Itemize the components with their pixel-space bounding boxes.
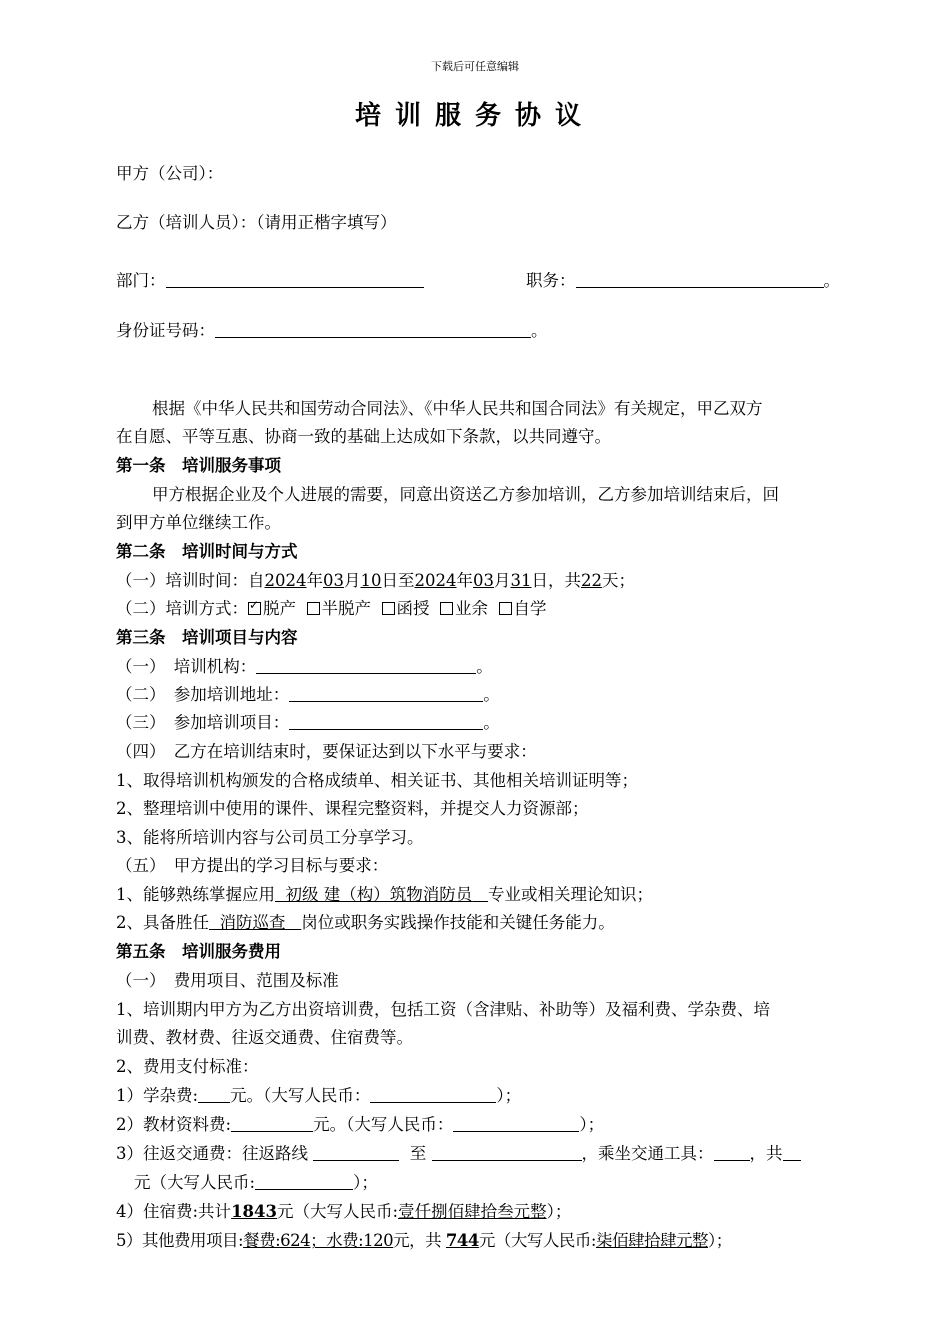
start-year[interactable]: 2024 bbox=[264, 571, 307, 590]
checkbox-icon[interactable] bbox=[307, 602, 320, 615]
fee-5-caps-label: 元（大写人民币: bbox=[478, 1231, 596, 1250]
checkbox-icon[interactable] bbox=[440, 602, 453, 615]
party-a-line bbox=[116, 163, 223, 185]
goal-1-suffix: 专业或相关理论知识； bbox=[488, 885, 653, 904]
project-label: （三） 参加培训项目： bbox=[116, 713, 290, 732]
checkbox-icon[interactable] bbox=[382, 602, 395, 615]
fee-3-label: 3）往返交通费：往返路线 bbox=[116, 1144, 308, 1163]
location-period: 。 bbox=[483, 685, 500, 704]
fee-3-to-label: 至 bbox=[409, 1144, 427, 1163]
option-spare-time[interactable] bbox=[440, 599, 488, 618]
article-1-line-1: 甲方根据企业及个人进展的需要，同意出资送乙方参加培训，乙方参加培训结束后，回 bbox=[152, 485, 779, 504]
top-note: 下载后可任意编辑 bbox=[431, 60, 519, 73]
month-label: 月 bbox=[344, 571, 361, 590]
fee-5-amount[interactable]: 744 bbox=[445, 1231, 479, 1250]
intro-line-2: 在自愿、平等互惠、协商一致的基础上达成如下条款，以共同遵守。 bbox=[116, 427, 611, 446]
fee-1-end: ）； bbox=[496, 1086, 522, 1105]
fee-3-caps-label: 元（大写人民币: bbox=[134, 1173, 256, 1192]
fee-3-total-field[interactable] bbox=[783, 1144, 801, 1161]
fee-standard-heading: 2、费用支付标准： bbox=[116, 1057, 259, 1076]
position-field[interactable] bbox=[576, 271, 824, 288]
start-day[interactable]: 10 bbox=[360, 571, 382, 590]
fee-3-caps-field[interactable] bbox=[255, 1173, 353, 1190]
option-full-time[interactable] bbox=[248, 599, 296, 618]
fee-3-to-field[interactable] bbox=[432, 1144, 582, 1161]
article-2-heading: 第二条 培训时间与方式 bbox=[116, 542, 298, 561]
requirement-2: 2、整理培训中使用的课件、课程完整资料，并提交人力资源部； bbox=[116, 799, 589, 818]
fee-5-end: ）； bbox=[707, 1231, 732, 1250]
fee-1-caps-label: 元。（大写人民币： bbox=[230, 1086, 371, 1105]
requirement-1: 1、取得培训机构颁发的合格成绩单、相关证书、其他相关培训证明等； bbox=[116, 771, 638, 790]
training-mode-line bbox=[116, 598, 547, 620]
checkbox-icon[interactable] bbox=[499, 602, 512, 615]
goal-2-value[interactable] bbox=[209, 913, 301, 932]
fee-4-label: 4）住宿费:共计 bbox=[116, 1202, 232, 1221]
fee-2-end: ）； bbox=[579, 1115, 605, 1134]
id-number-line bbox=[116, 320, 548, 342]
requirement-3: 3、能将所培训内容与公司员工分享学习。 bbox=[116, 828, 424, 847]
option-spare-time-label: 业余 bbox=[455, 599, 488, 618]
location-line bbox=[116, 684, 500, 706]
option-self-study-label: 自学 bbox=[513, 599, 547, 618]
days-suffix: 天； bbox=[602, 571, 635, 590]
goal-1-line bbox=[116, 884, 653, 906]
fee-5-caps[interactable]: 柒佰肆拾肆元整 bbox=[595, 1231, 708, 1250]
department-line bbox=[116, 270, 424, 292]
fee-2-label: 2）教材资料费: bbox=[116, 1115, 232, 1134]
party-a-label: 甲方（公司）： bbox=[116, 164, 224, 183]
total-label: 日，共 bbox=[531, 571, 581, 590]
id-number-period: 。 bbox=[531, 321, 548, 340]
checkbox-checked-icon[interactable] bbox=[248, 602, 261, 615]
fee-5-line bbox=[116, 1230, 732, 1252]
goal-2-line bbox=[116, 912, 615, 934]
fee-4-line bbox=[116, 1201, 571, 1223]
month-label-2: 月 bbox=[494, 571, 511, 590]
fee-1-line bbox=[116, 1085, 521, 1107]
intro-line-1: 根据《中华人民共和国劳动合同法》、《中华人民共和国合同法》有关规定，甲乙双方 bbox=[152, 399, 763, 418]
fee-2-line bbox=[116, 1114, 604, 1136]
institution-line bbox=[116, 656, 493, 678]
year-label: 年 bbox=[306, 571, 323, 590]
location-label: （二） 参加培训地址： bbox=[116, 685, 290, 704]
fee-2-amount-field[interactable] bbox=[231, 1115, 313, 1132]
location-field[interactable] bbox=[289, 685, 483, 702]
article-1-line-2: 到甲方单位继续工作。 bbox=[116, 513, 281, 532]
article-1-heading: 第一条 培训服务事项 bbox=[116, 456, 281, 475]
fee-scope-heading: （一） 费用项目、范围及标准 bbox=[116, 971, 339, 990]
party-b-line bbox=[116, 212, 397, 234]
fee-5-label: 5）其他费用项目: bbox=[116, 1231, 244, 1250]
id-number-field[interactable] bbox=[215, 321, 531, 338]
goals-intro: （五） 甲方提出的学习目标与要求： bbox=[116, 856, 389, 875]
training-time-line bbox=[116, 570, 635, 592]
end-day[interactable]: 31 bbox=[510, 571, 532, 590]
training-time-prefix: （一）培训时间：自 bbox=[116, 571, 265, 590]
fee-3-line-2 bbox=[134, 1172, 378, 1194]
position-label: 职务： bbox=[526, 271, 576, 290]
goal-1-value-text: 初级 建（构）筑物消防员 bbox=[285, 885, 473, 904]
position-period: 。 bbox=[823, 271, 840, 290]
fee-3-end: ）； bbox=[353, 1173, 378, 1192]
fee-2-caps-field[interactable] bbox=[453, 1115, 579, 1132]
article-5-heading: 第五条 培训服务费用 bbox=[116, 942, 281, 961]
fee-4-end: ）； bbox=[546, 1202, 572, 1221]
option-part-time[interactable] bbox=[307, 599, 372, 618]
fee-3-line bbox=[116, 1143, 801, 1165]
fee-3-vehicle-field[interactable] bbox=[714, 1144, 750, 1161]
fee-5-total-label: 元，共 bbox=[393, 1231, 442, 1250]
goal-2-suffix: 岗位或职务实践操作技能和关键任务能力。 bbox=[301, 913, 615, 932]
end-year[interactable]: 2024 bbox=[414, 571, 457, 590]
goal-2-value-text: 消防巡查 bbox=[219, 913, 286, 932]
document-title: 培训服务协议 bbox=[354, 101, 595, 131]
fee-5-items[interactable]: 餐费:624；水费:120 bbox=[243, 1231, 394, 1250]
option-correspondence[interactable] bbox=[382, 599, 430, 618]
start-month[interactable]: 03 bbox=[323, 571, 344, 590]
fee-2-caps-label: 元。（大写人民币： bbox=[313, 1115, 454, 1134]
fee-paragraph-line-1: 1、培训期内甲方为乙方出资培训费，包括工资（含津贴、补助等）及福利费、学杂费、培 bbox=[116, 1000, 770, 1019]
institution-field[interactable] bbox=[256, 657, 476, 674]
institution-period: 。 bbox=[476, 657, 493, 676]
goal-2-prefix: 2、具备胜任 bbox=[116, 913, 209, 932]
total-days[interactable]: 22 bbox=[581, 571, 602, 590]
to-label: 日至 bbox=[381, 571, 415, 590]
fee-3-from-field[interactable] bbox=[313, 1144, 399, 1161]
end-month[interactable]: 03 bbox=[473, 571, 494, 590]
institution-label: （一） 培训机构： bbox=[116, 657, 257, 676]
fee-3-total-label: ，共 bbox=[749, 1144, 783, 1163]
goal-1-prefix: 1、能够熟练掌握应用 bbox=[116, 885, 275, 904]
id-number-label: 身份证号码： bbox=[116, 321, 215, 340]
fee-4-caps-label: 元（大写人民币: bbox=[277, 1202, 399, 1221]
year-label-2: 年 bbox=[456, 571, 473, 590]
goal-1-value[interactable] bbox=[275, 885, 488, 904]
department-field[interactable] bbox=[166, 271, 424, 288]
article-3-heading: 第三条 培训项目与内容 bbox=[116, 628, 298, 647]
training-mode-prefix: （二）培训方式： bbox=[116, 599, 248, 618]
option-correspondence-label: 函授 bbox=[396, 599, 430, 618]
project-line bbox=[116, 712, 500, 734]
project-field[interactable] bbox=[289, 713, 483, 730]
fee-4-amount[interactable]: 1843 bbox=[231, 1202, 277, 1221]
fee-3-vehicle-label: ，乘坐交通工具： bbox=[581, 1144, 714, 1163]
department-label: 部门： bbox=[116, 271, 166, 290]
fee-1-amount-field[interactable] bbox=[198, 1086, 230, 1103]
party-b-label: 乙方（培训人员）：（请用正楷字填写） bbox=[116, 213, 397, 232]
fee-4-caps[interactable]: 壹仟捌佰肆拾叁元整 bbox=[398, 1202, 547, 1221]
option-full-time-label: 脱产 bbox=[263, 599, 296, 618]
option-self-study[interactable] bbox=[499, 599, 547, 618]
requirement-intro: （四） 乙方在培训结束时，要保证达到以下水平与要求： bbox=[116, 742, 537, 761]
fee-1-label: 1）学杂费: bbox=[116, 1086, 199, 1105]
option-part-time-label: 半脱产 bbox=[321, 599, 371, 618]
fee-paragraph-line-2: 训费、教材费、往返交通费、住宿费等。 bbox=[116, 1028, 413, 1047]
position-line bbox=[526, 270, 840, 292]
project-period: 。 bbox=[483, 713, 500, 732]
fee-1-caps-field[interactable] bbox=[370, 1086, 496, 1103]
